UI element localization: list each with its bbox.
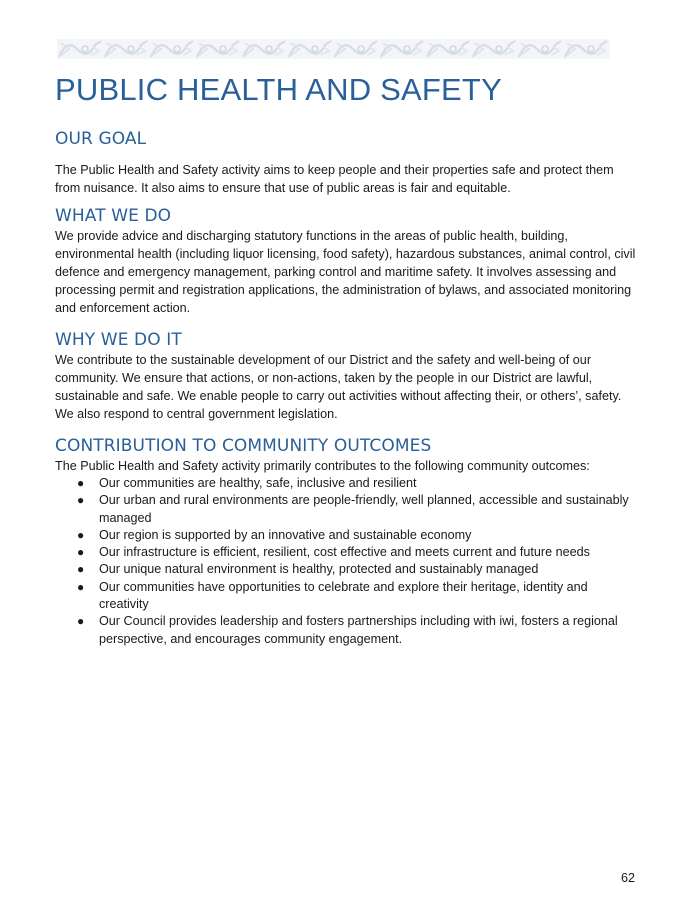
list-item — [55, 527, 640, 544]
goal-body: The Public Health and Safety activity aims to keep people and their properties safe and protect them from nuisance. It also aims to ensure that use of public areas is fair and equitable. — [55, 163, 614, 195]
bullet-icon: ● — [77, 493, 85, 508]
list-item — [55, 561, 640, 578]
what-we-do-body: We provide advice and discharging statutory functions in the areas of public health, building, environmental health (including liquor licensing, food safety), hazardous substances, animal control, civil defence and emergency management, parking control and maritime safety. It involves assessing and processing permit and registration applications, the administration of bylaws, and associated monitoring and enforcement action. — [55, 229, 636, 315]
what-we-do-heading: WHAT WE DO — [55, 206, 172, 226]
goal-heading: OUR GOAL — [55, 129, 147, 149]
list-item-text: Our region is supported by an innovative and sustainable economy — [99, 527, 472, 542]
why-we-do-it-body: We contribute to the sustainable development of our District and the safety and well-being of our community. We ensure that actions, or non-actions, taken by the people in our District are lawful, sustainable and safe. We enable people to carry out activities without affecting their, or others’, safety. We also respond to central government legislation. — [55, 353, 622, 421]
bullet-icon: ● — [77, 579, 85, 594]
bullet-icon: ● — [77, 476, 85, 490]
list-item-text: Our Council provides leadership and fosters partnerships including with iwi, fosters a regional perspective, and encourages community engagement. — [99, 614, 618, 646]
page-number: 62 — [620, 871, 635, 885]
list-item — [55, 544, 640, 561]
list-item-text: Our communities have opportunities to celebrate and explore their heritage, identity and creativity — [99, 579, 588, 612]
list-item — [55, 613, 640, 648]
list-item-text: Our communities are healthy, safe, inclusive and resilient — [99, 476, 417, 490]
list-item — [55, 475, 640, 492]
list-item — [55, 492, 640, 527]
why-we-do-it-heading: WHY WE DO IT — [55, 330, 182, 350]
bullet-icon: ● — [77, 614, 85, 629]
bullet-icon: ● — [77, 527, 85, 542]
community-outcomes-heading: CONTRIBUTION TO COMMUNITY OUTCOMES — [55, 436, 432, 456]
list-item-text: Our infrastructure is efficient, resilient, cost effective and meets current and future needs — [99, 545, 590, 560]
goal-section — [55, 128, 640, 197]
list-item-text: Our unique natural environment is healthy, protected and sustainably managed — [99, 562, 539, 577]
why-we-do-it-section — [55, 329, 640, 423]
bullet-icon: ● — [77, 562, 85, 577]
list-item — [55, 579, 640, 614]
list-item-text: Our urban and rural environments are people-friendly, well planned, accessible and sustainably managed — [99, 493, 629, 525]
decorative-pattern-banner — [57, 39, 610, 59]
community-outcomes-section — [55, 435, 640, 648]
community-outcomes-list — [55, 475, 640, 648]
page-title: PUBLIC HEALTH AND SAFETY — [55, 72, 502, 107]
what-we-do-section — [55, 205, 640, 317]
pattern-banner-icon — [57, 39, 610, 59]
bullet-icon: ● — [77, 545, 85, 560]
community-outcomes-intro: The Public Health and Safety activity primarily contributes to the following community outcomes: — [55, 459, 590, 473]
